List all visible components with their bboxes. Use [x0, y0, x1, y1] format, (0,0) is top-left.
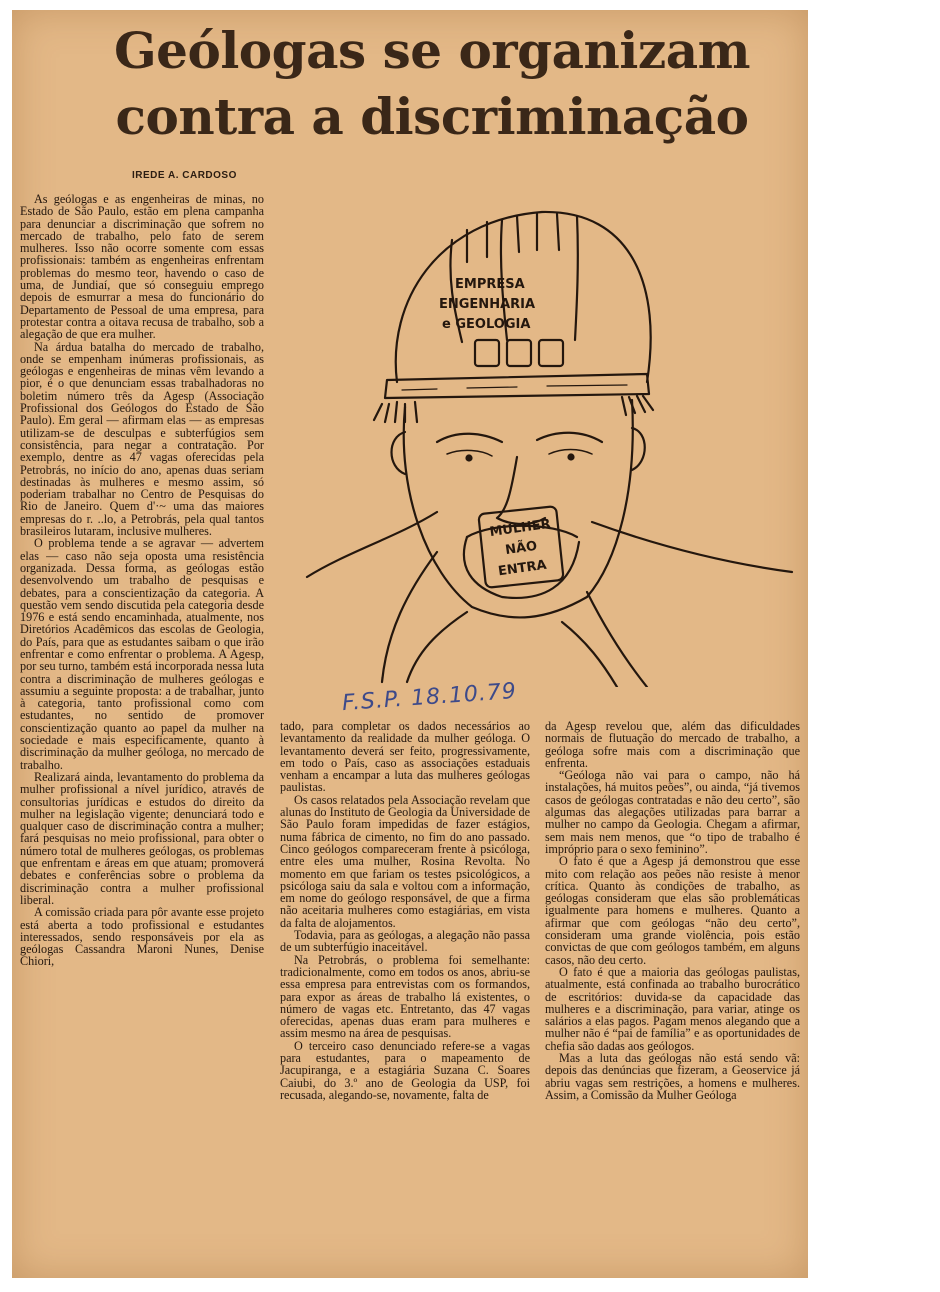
paragraph: Na Petrobrás, o problema foi semelhante: tradicionalmente, como em todos os anos, abriu-se essa empresa para entrevistas com os formandos, para expor as áreas de trabalho lá existentes, o número de vagas etc. Entretanto, das 47 vagas oferecidas, apenas duas eram para mulheres e assim mesmo na área de pesquisas.	[280, 952, 530, 1041]
paragraph: Os casos relatados pela Associação revelam que alunas do Instituto de Geologia da Universidade de São Paulo foram impedidas de fazer estágios, numa fábrica de cimento, no fim do ano passado. Cinco geólogos compareceram frente à psicóloga, entre eles uma mulher, Rosina Revolta. No momento em que fariam os testes psicológicos, a psicóloga saiu da sala e voltou com a informação, em nome do geólogo responsável, de que a firma não aceitaria mulheres como estagiárias, em vista da falta de alojamentos.	[280, 792, 530, 930]
helmet-label-line-2: ENGENHARIA	[439, 297, 536, 312]
mouth-sign-line-1: MULHER	[488, 516, 552, 541]
newspaper-clipping	[12, 10, 808, 1278]
paragraph: As geólogas e as engenheiras de minas, no Estado de São Paulo, estão em plena campanha para denunciar a discriminação que sofrem no mercado de trabalho, pelo fato de serem mulheres. Isso não ocorre somente com essas profissionais: também as engenheiras enfrentam problemas do mesmo teor, havendo o caso de uma, de Jundiaí, que só conseguiu emprego depois de esmurrar a mesa do funcionário do Departamento de Pessoal de uma empresa, para protestar contra a oitava recusa de trabalho, sob a alegação de que era mulher.	[20, 192, 264, 342]
paragraph: Na árdua batalha do mercado de trabalho, onde se empenham inúmeras profissionais, as geólogas e engenheiras de minas vêm levando a pior, é o que denunciam essas trabalhadoras no boletim número três da Agesp (Associação Profissional dos Geólogos do Estado de São Paulo). Em geral — afirmam elas — as empresas utilizam-se de desculpas e subterfúgios sem consistência, para negar a contratação. Por exemplo, dentre as 47 vagas oferecidas pela Petrobrás, no início do ano, apenas duas seriam destinadas às mulheres e mesmo assim, só poderiam trabalhar no Centro de Pesquisas do Rio de Janeiro. Quem d'·~ uma das maiores empresas do r. ..lo, a Petrobrás, pela qual tantos brasileiros lutaram, inclusive mulheres.	[20, 339, 264, 539]
paragraph: da Agesp revelou que, além das dificuldades normais de flutuação do mercado de trabalho, a geóloga sofre mais com a discriminação que enfrenta.	[545, 719, 800, 770]
paragraph: Mas a luta das geólogas não está sendo vã: depois das denúncias que fizeram, a Geoservice já abriu vagas sem restrições, a homens e mulheres. Assim, a Comissão da Mulher Geóloga	[545, 1051, 800, 1102]
article-column-3	[545, 720, 800, 1101]
paragraph: Realizará ainda, levantamento do problema da mulher profissional a nível jurídico, através de consultorias jurídicas e estudos do direito da mulher na legislação vigente; denunciará todo e qualquer caso de discriminação contra a mulher; fará pesquisas no meio profissional, para obter o número total de mulheres geólogas, os problemas que enfrentam e áreas em que atuam; promoverá debates e conferências sobre o problema da discriminação contra a mulher profissional liberal.	[20, 769, 264, 907]
mouth-sign-line-3: ENTRA	[497, 557, 548, 580]
paragraph: O fato é que a maioria das geólogas paulistas, atualmente, está confinada ao trabalho burocrático de escritórios: duvida-se da capacidade das mulheres e a discriminação, para variar, atinge os salários a elas pagos. Pagam menos alegando que a mulher não é “pai de família” e as oportunidades de chefia são dadas aos geólogos.	[545, 964, 800, 1053]
paragraph: A comissão criada para pôr avante esse projeto está aberta a todo profissional e estudantes interessados, sendo responsáveis por ela as geólogas Cassandra Maroni Nunes, Denise Chiori,	[20, 905, 264, 969]
article-column-1	[20, 193, 264, 968]
paragraph: O terceiro caso denunciado refere-se a vagas para estudantes, para o mapeamento de Jacupiranga, e a estagiária Suzana C. Soares Caiubi, do 3.º ano de Geologia da USP, foi recusada, alegando-se, novamente, falta de	[280, 1038, 530, 1102]
paragraph: tado, para completar os dados necessários ao levantamento da realidade da mulher geóloga. O levantamento deverá ser feito, progressivamente, em todo o País, caso as associações estaduais venham a encampar a luta das mulheres geólogas paulistas.	[280, 719, 530, 795]
byline: IREDE A. CARDOSO	[132, 170, 237, 181]
mouth-sign-line-2: NÃO	[504, 538, 539, 559]
paragraph: Todavia, para as geólogas, a alegação não passa de um subterfúgio inaceitável.	[280, 928, 530, 955]
helmet-label-line-1: EMPRESA	[455, 277, 525, 292]
paragraph: “Geóloga não vai para o campo, não há instalações, há muitos peões”, ou ainda, “já tivemos casos de geólogas contratadas e não deu certo”, são algumas das alegações utilizadas para barrar a mulher no campo da Geologia. Chegam a afirmar, sem mais nem menos, que “o tipo de trabalho é impróprio para o sexo feminino”.	[545, 768, 800, 856]
article-column-2	[280, 720, 530, 1101]
headline: Geólogas se organizam contra a discriminação	[113, 21, 751, 146]
paragraph: O problema tende a se agravar — advertem elas — caso não seja oposta uma resistência organizada. Dessa forma, as geólogas estão desenvolvendo um trabalho de pesquisas e debates, para a conscientização da categoria. A questão vem sendo discutida pela categoria desde 1976 e está sendo encaminhada, atualmente, nos Diretórios Acadêmicos das escolas de Geologia, do País, para que as estudantes saibam o que irão enfrentar e como enfrentar o problema. A Agesp, por seu turno, também está incorporada nessa luta contra a discriminação de mulheres geólogas e assumiu a seguinte proposta: a de trabalhar, junto à categoria, tanto profissional como com estudantes, no sentido de promover conscientização quanto ao papel da mulher na sociedade e mais especificamente, quanto à discriminação da mulher geóloga, no mercado de trabalho.	[20, 536, 264, 772]
helmet-label-line-3: e GEOLOGIA	[442, 317, 531, 332]
cartoon-illustration	[287, 192, 802, 687]
handwritten-date-stamp: F.S.P. 18.10.79	[341, 678, 518, 717]
paragraph: O fato é que a Agesp já demonstrou que esse mito com relação aos peões não resiste à menor crítica. Quanto às condições de trabalho, as geólogas consideram que elas são problemáticas igualmente para homens e mulheres. Quanto a afirmar que com geólogas “não deu certo”, consideram uma grande violência, pois estão convictas de que com geólogos também, em alguns casos, não deu certo.	[545, 854, 800, 967]
